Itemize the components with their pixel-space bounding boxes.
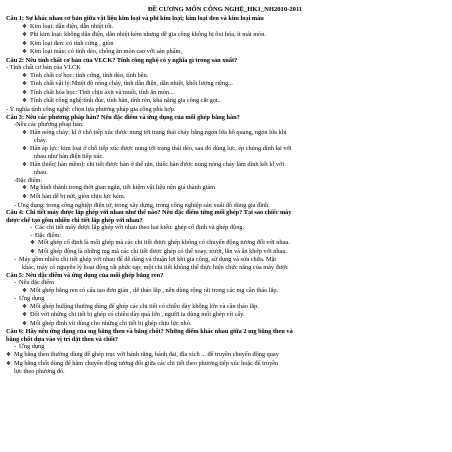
text-line: lực theo phương đó. (14, 368, 65, 376)
text-line: ❖ Mối ghép bằng ren có cấu tạo đơn giản , dễ tháo lắp , nên dùng rộng rãi trong các mg cần tháo lắp. (6, 287, 444, 296)
text-line: ❖ Hàn áp lực: kim loại ở chỗ tiếp xúc được nung tới trạng thái dẻo, sau đó dùng lực, ép chúng dính lại với (6, 145, 444, 154)
text-line: - Đặc điểm: (6, 232, 444, 240)
text-line: cháy. (34, 137, 48, 145)
text-line: -Nêu các phương pháp hàn. (14, 121, 84, 129)
text-line: ❖ Mối ghép động là những mg mà các chi tiết được ghép có thể xoay, trượt, lăn và ăn khớp với nhau. (6, 248, 444, 257)
text-line: - Tính chất cơ bản của VLCK (6, 64, 81, 72)
text-line: - Máy gồm nhiều chi tiết ghép với nhau để dễ dàng và thuận lợi khi gia công, sử dụng và sửa chữa. Mặt (6, 256, 444, 264)
question-heading: Câu 2: Nêu tính chất cơ bản của VLCK? Tính công nghệ có ý nghĩa gì trong sản xuất? (6, 56, 238, 64)
document-body (6, 15, 444, 376)
text-line: ❖ Kim loại đen: có tính cứng , giòn (6, 40, 444, 49)
text-line: - Ý nghĩa tính công nghệ: chọn lựa phương pháp gia công phù hợp. (6, 106, 176, 114)
question-heading: được chế tạo gồm nhiều chi tiết lắp ghép với nhau? (6, 216, 143, 224)
text-line: ❖ Mối ghép bulông thường dùng để ghép các chi tiết có chiều dày không lớn và cần tháo lắp. (6, 303, 444, 312)
text-line: ❖ Tính chất công nghệ:tính đúc, tính hàn, tính rèn, khả năng gia công cắt gọt.. (6, 97, 444, 106)
text-line: ❖ Mối ghép đinh vít dùng cho những chi tiết bị ghép chịu lực nhỏ. (6, 320, 444, 329)
document-title: ĐỀ CƯƠNG MÔN CÔNG NGHỆ_HK1_NH2010-2011 (147, 6, 303, 13)
text-line: - Ứng dụng (6, 295, 444, 303)
question-heading: bằng chốt dựa vào vị trí đặt then và chốt? (6, 335, 119, 343)
text-line: - Ứng dụng: trong công nghiệp điện tử, trong xây dựng, trong công nghiệp sản xuất đồ dùng gia đình. (14, 201, 270, 209)
question-heading: Câu 4: Chi tiết máy được lắp ghép với nhau như thế nào? Nêu đặc điểm từng mối ghép? Tại sao chiếc máy (6, 209, 292, 217)
question-heading: Câu 3: Nêu các phương pháp hàn? Nêu đặc điểm và ứng dụng của mối ghép bằng hàn? (6, 113, 240, 121)
text-line: ❖ Mg hình thành trong thời gian ngắn, tiết kiệm vật liệu nên giá thành giảm (6, 184, 444, 193)
text-line: ❖ Mg bằng chốt dùng để hãm chuyển động tương đối giữa các chi tiết theo phương tiếp xúc hoặc để truyền (6, 360, 444, 369)
text-line: - Các chi tiết máy được lắp ghép với nhau theo hai kiểu: ghép cố định và ghép động. (6, 224, 444, 232)
text-line: nhau như hàn điện tiếp xúc. (34, 153, 104, 161)
text-line: ❖ Hàn thiếc( hàn mềm): chi tiết được hàn ở thể rắn, thiếc hàn được nung nóng chảy làm dính kết kl với (6, 161, 444, 170)
text-line: - Ứng dụng (6, 343, 444, 351)
text-line: ❖ Mg bằng then thường dùng để ghép trục với bánh răng, bánh đai, đĩa xích ... để truyền chuyển động quay (6, 351, 444, 360)
text-line: -Đặc điểm: (14, 176, 43, 184)
text-line: ❖ Phi kim loại: không dẫn điện, dẫn nhiệt kém nhưng dễ gia công không bị ôxi hóa, ít mài mòn. (6, 31, 444, 40)
text-line: ❖ Tính chất vật lý:Nhiệt độ nóng chảy, tính dẫn điện, dẫn nhiệt, khối lượng riêng... (6, 80, 444, 89)
text-line: ❖ Hàn nóng chảy: kl ở chỗ tiếp xúc được nung tới trạng thái chảy bằng ngọn lửa hồ quang, ngọn lửa khí (6, 129, 444, 138)
text-line: khác, máy có nguyên lý hoạt động rất phức tạp; một chi tiết không thể thực hiện chức năng của máy được (22, 263, 289, 271)
text-line: ❖ Kim loại màu: có tính dẻo, chống ăn mòn cao với sản phẩm, (6, 48, 444, 57)
question-heading: Câu 1: Sự khác nhau cơ bản giữa vật liệu kim loại và phi kim loại; kim loại đen và kim loại màu (6, 15, 264, 22)
text-line: ❖ Tính chất cơ học: tính cứng, tính dẻo, tính bền. (6, 72, 444, 81)
text-line: ❖ Kim loại: dẫn điện, dẫn nhiệt tốt. (6, 23, 444, 32)
text-line: - Nêu đặc điểm (6, 279, 444, 287)
text-line: ❖ Đối với những chi tiết bị ghép có chiều dày quá lớn , người ta dùng mối ghép vít cấy. (6, 311, 444, 320)
text-line: ❖ Mối hàn dễ bị nứt, giòn chịu lực kém. (6, 193, 444, 202)
question-heading: Câu 5: Nêu đặc điểm và ứng dụng của mối ghép bằng ren? (6, 271, 164, 279)
text-line: ❖ Mối ghép cố định là mối ghép mà các chi tiết được ghép không có chuyển động tương đối với nhau. (6, 239, 444, 248)
text-line: ❖ Tính chất hóa học: Tính chịu axit và muối, tính ăn mòn... (6, 89, 444, 98)
text-line: nhau. (34, 169, 48, 177)
question-heading: Câu 6: Hãy nêu ứng dụng của mg bằng then và bằng chốt? Những điểm khác nhau giữa 2 mg bằng then và (6, 328, 293, 336)
